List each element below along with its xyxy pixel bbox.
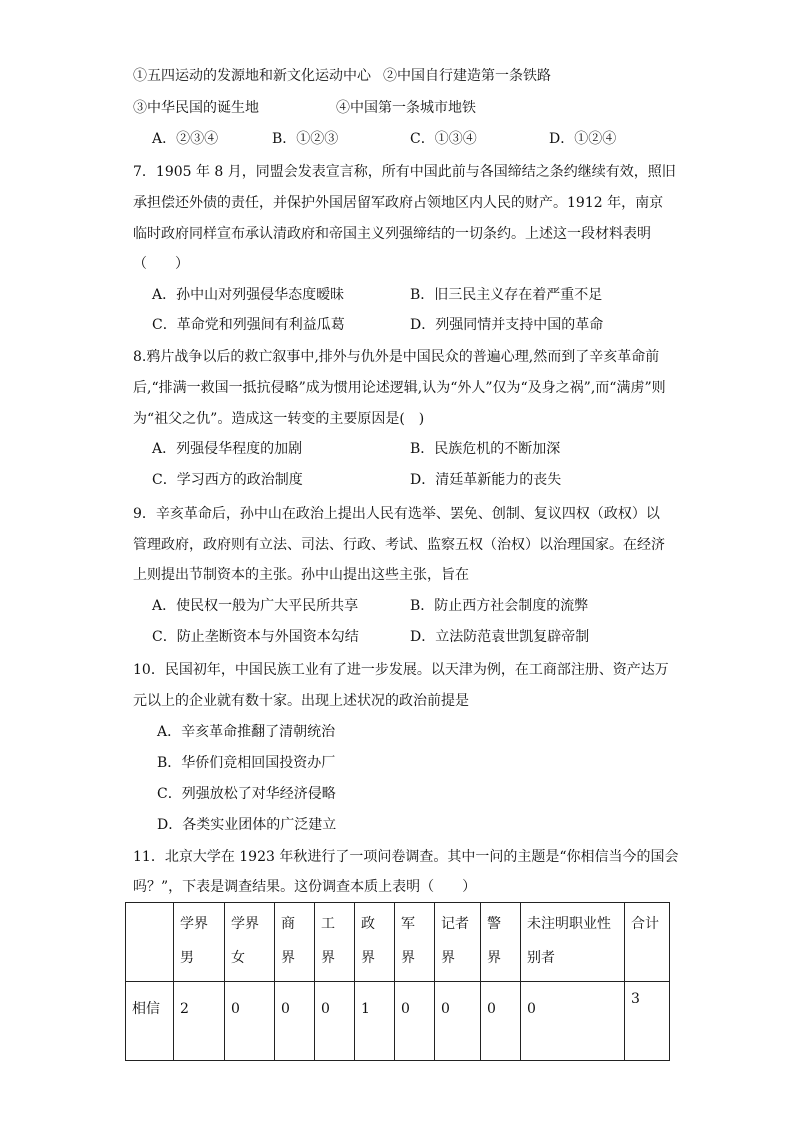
table-header-cell: 警界 xyxy=(481,903,521,982)
table-header-cell: 记者界 xyxy=(435,903,481,982)
table-row xyxy=(126,982,670,1061)
q10-stem-line-2: 元以上的企业就有数十家。出现上述状况的政治前提是 xyxy=(133,693,469,709)
q6-option-c[interactable]: C．①③④ xyxy=(410,131,477,147)
table-cell: 0 xyxy=(435,982,481,1061)
q9-stem-line-3: 上则提出节制资本的主张。孙中山提出这些主张，旨在 xyxy=(133,567,469,583)
q10-option-c[interactable]: C．列强放松了对华经济侵略 xyxy=(157,786,336,802)
table-header-cell: 未注明职业性别者 xyxy=(521,903,625,982)
q7-option-b[interactable]: B．旧三民主义存在着严重不足 xyxy=(410,287,603,303)
survey-table xyxy=(125,902,670,1061)
table-cell: 2 xyxy=(174,982,225,1061)
q7-stem-line-2: 承担偿还外债的责任，并保护外国居留军政府占领地区内人民的财产。1912 年，南京 xyxy=(133,195,664,211)
table-cell: 0 xyxy=(521,982,625,1061)
table-row-label: 相信 xyxy=(126,982,174,1061)
q10-option-d[interactable]: D．各类实业团体的广泛建立 xyxy=(157,817,337,833)
q10-stem-line-1: 10．民国初年，中国民族工业有了进一步发展。以天津为例，在工商部注册、资产达万 xyxy=(133,662,669,678)
q6-option-d[interactable]: D．①②④ xyxy=(549,131,617,147)
q11-stem-line-1: 11．北京大学在 1923 年秋进行了一项问卷调查。其中一问的主题是“你相信当今的国会 xyxy=(133,849,679,865)
q8-stem-line-2: 后,“排满一救国一抵抗侵略”成为惯用论述逻辑,认为“外人”仅为“及身之祸”,而“满虏”则 xyxy=(133,380,666,396)
table-cell: 0 xyxy=(275,982,315,1061)
q6-option-b[interactable]: B．①②③ xyxy=(272,131,339,147)
q8-stem-line-3: 为“祖父之仇”。造成这一转变的主要原因是( ) xyxy=(133,411,425,427)
table-header-cell: 工界 xyxy=(315,903,355,982)
table-header-cell: 合计 xyxy=(625,903,670,982)
q8-stem-line-1: 8.鸦片战争以后的救亡叙事中,排外与仇外是中国民众的普遍心理,然而到了辛亥革命前 xyxy=(133,349,660,365)
q9-option-b[interactable]: B．防止西方社会制度的流弊 xyxy=(410,598,589,614)
q7-option-c[interactable]: C．革命党和列强间有利益瓜葛 xyxy=(152,317,345,333)
q11-stem-line-2: 吗？”，下表是调查结果。这份调查本质上表明（ ） xyxy=(133,879,477,895)
q6-option-a[interactable]: A．②③④ xyxy=(152,131,219,147)
table-cell: 0 xyxy=(481,982,521,1061)
q8-option-c[interactable]: C．学习西方的政治制度 xyxy=(152,472,303,488)
table-header-cell: 政界 xyxy=(355,903,395,982)
q6-item-1: ①五四运动的发源地和新文化运动中心 xyxy=(133,68,371,84)
q10-option-a[interactable]: A．辛亥革命推翻了清朝统治 xyxy=(157,724,336,740)
table-header-cell: 学界女 xyxy=(225,903,275,982)
q6-item-2: ②中国自行建造第一条铁路 xyxy=(383,68,551,84)
q7-option-d[interactable]: D．列强同情并支持中国的革命 xyxy=(410,317,604,333)
q7-option-a[interactable]: A．孙中山对列强侵华态度暧昧 xyxy=(152,287,345,303)
q6-item-3: ③中华民国的诞生地 xyxy=(133,100,259,116)
q9-stem-line-2: 管理政府，政府则有立法、司法、行政、考试、监察五权（治权）以治理国家。在经济 xyxy=(133,537,665,553)
q9-option-c[interactable]: C．防止垄断资本与外国资本勾结 xyxy=(152,629,359,645)
table-header-row xyxy=(126,903,670,982)
table-cell: 3 xyxy=(625,982,670,1061)
table-header-cell: 学界男 xyxy=(174,903,225,982)
q8-option-b[interactable]: B．民族危机的不断加深 xyxy=(410,441,561,457)
q7-stem-line-4: （ ） xyxy=(133,256,189,272)
table-cell: 0 xyxy=(225,982,275,1061)
q8-option-d[interactable]: D．清廷革新能力的丧失 xyxy=(410,472,562,488)
q7-stem-line-1: 7．1905 年 8 月，同盟会发表宣言称，所有中国此前与各国缔结之条约继续有效，照旧 xyxy=(133,164,676,180)
q8-option-a[interactable]: A．列强侵华程度的加剧 xyxy=(152,441,303,457)
table-cell: 0 xyxy=(315,982,355,1061)
table-cell: 0 xyxy=(395,982,435,1061)
q9-stem-line-1: 9．辛亥革命后，孙中山在政治上提出人民有选举、罢免、创制、复议四权（政权）以 xyxy=(133,506,660,522)
table-cell: 1 xyxy=(355,982,395,1061)
q7-stem-line-3: 临时政府同样宣布承认清政府和帝国主义列强缔结的一切条约。上述这一段材料表明 xyxy=(133,226,651,242)
table-header-cell xyxy=(126,903,174,982)
q10-option-b[interactable]: B．华侨们竞相回国投资办厂 xyxy=(157,755,336,771)
table-header-cell: 军界 xyxy=(395,903,435,982)
table-header-cell: 商界 xyxy=(275,903,315,982)
q9-option-d[interactable]: D．立法防范袁世凯复辟帝制 xyxy=(410,629,590,645)
q6-item-4: ④中国第一条城市地铁 xyxy=(336,100,476,116)
q9-option-a[interactable]: A．使民权一般为广大平民所共享 xyxy=(152,598,359,614)
